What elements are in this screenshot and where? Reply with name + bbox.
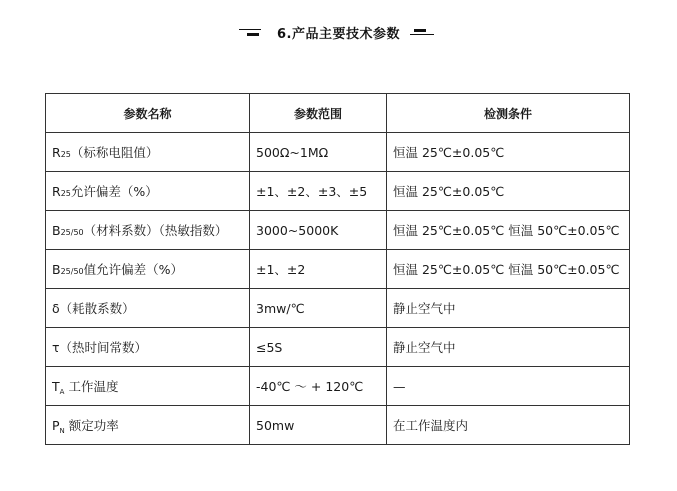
param-name: 工作温度 xyxy=(68,379,119,394)
test-condition-cell: 静止空气中 xyxy=(387,289,630,328)
param-name-cell xyxy=(46,367,250,406)
param-subscript: A xyxy=(59,388,65,396)
parameters-table xyxy=(45,93,630,445)
param-subscript: 25/50 xyxy=(60,228,84,237)
param-name: 允许偏差（%） xyxy=(70,184,158,199)
param-subscript: 25/50 xyxy=(60,267,84,276)
section-title xyxy=(0,20,677,44)
test-condition-cell: 在工作温度内 xyxy=(387,406,630,445)
param-name: （材料系数）（热敏指数） xyxy=(83,223,228,238)
test-condition-cell: 恒温 25℃±0.05℃ 恒温 50℃±0.05℃ xyxy=(387,211,630,250)
title-text: 6.产品主要技术参数 xyxy=(277,26,400,42)
param-symbol: R xyxy=(52,145,61,160)
param-subscript: N xyxy=(59,427,65,435)
param-subscript: 25 xyxy=(60,150,71,159)
param-range-cell: ±1、±2、±3、±5 xyxy=(250,172,387,211)
param-name-cell xyxy=(46,406,250,445)
table-row xyxy=(46,367,630,406)
param-symbol: B xyxy=(52,223,61,238)
table-row xyxy=(46,406,630,445)
table-header-row xyxy=(46,94,630,133)
test-condition-cell: 静止空气中 xyxy=(387,328,630,367)
title-decoration-left xyxy=(239,27,267,37)
param-subscript: 25 xyxy=(60,189,71,198)
param-symbol: T xyxy=(52,379,60,394)
param-name-cell xyxy=(46,211,250,250)
param-name-cell xyxy=(46,172,250,211)
test-condition-cell: — xyxy=(387,367,630,406)
param-name-cell xyxy=(46,250,250,289)
table-row xyxy=(46,328,630,367)
param-name-cell xyxy=(46,328,250,367)
table-row xyxy=(46,172,630,211)
param-range-cell: ±1、±2 xyxy=(250,250,387,289)
param-name-cell xyxy=(46,289,250,328)
test-condition-cell: 恒温 25℃±0.05℃ xyxy=(387,133,630,172)
test-condition-cell: 恒温 25℃±0.05℃ 恒温 50℃±0.05℃ xyxy=(387,250,630,289)
param-name: （耗散系数） xyxy=(59,301,135,316)
param-name: （热时间常数） xyxy=(59,340,148,355)
param-range-cell: -40℃ ～ + 120℃ xyxy=(250,367,387,406)
param-name-cell xyxy=(46,133,250,172)
param-symbol: P xyxy=(52,418,60,433)
table-row xyxy=(46,211,630,250)
table-row xyxy=(46,250,630,289)
param-name: 额定功率 xyxy=(68,418,119,433)
param-range-cell: 500Ω~1MΩ xyxy=(250,133,387,172)
header-test-condition: 检测条件 xyxy=(387,94,630,133)
param-range-cell: 3000~5000K xyxy=(250,211,387,250)
param-range-cell: 3mw/℃ xyxy=(250,289,387,328)
param-symbol: τ xyxy=(52,340,60,355)
title-decoration-right xyxy=(410,27,438,37)
param-symbol: B xyxy=(52,262,61,277)
param-name: （标称电阻值） xyxy=(70,145,159,160)
param-name: 值允许偏差（%） xyxy=(83,262,184,277)
param-range-cell: ≤5S xyxy=(250,328,387,367)
param-symbol: δ xyxy=(52,301,60,316)
header-param-range: 参数范围 xyxy=(250,94,387,133)
header-param-name: 参数名称 xyxy=(46,94,250,133)
param-range-cell: 50mw xyxy=(250,406,387,445)
param-symbol: R xyxy=(52,184,61,199)
table-row xyxy=(46,133,630,172)
table-row xyxy=(46,289,630,328)
test-condition-cell: 恒温 25℃±0.05℃ xyxy=(387,172,630,211)
